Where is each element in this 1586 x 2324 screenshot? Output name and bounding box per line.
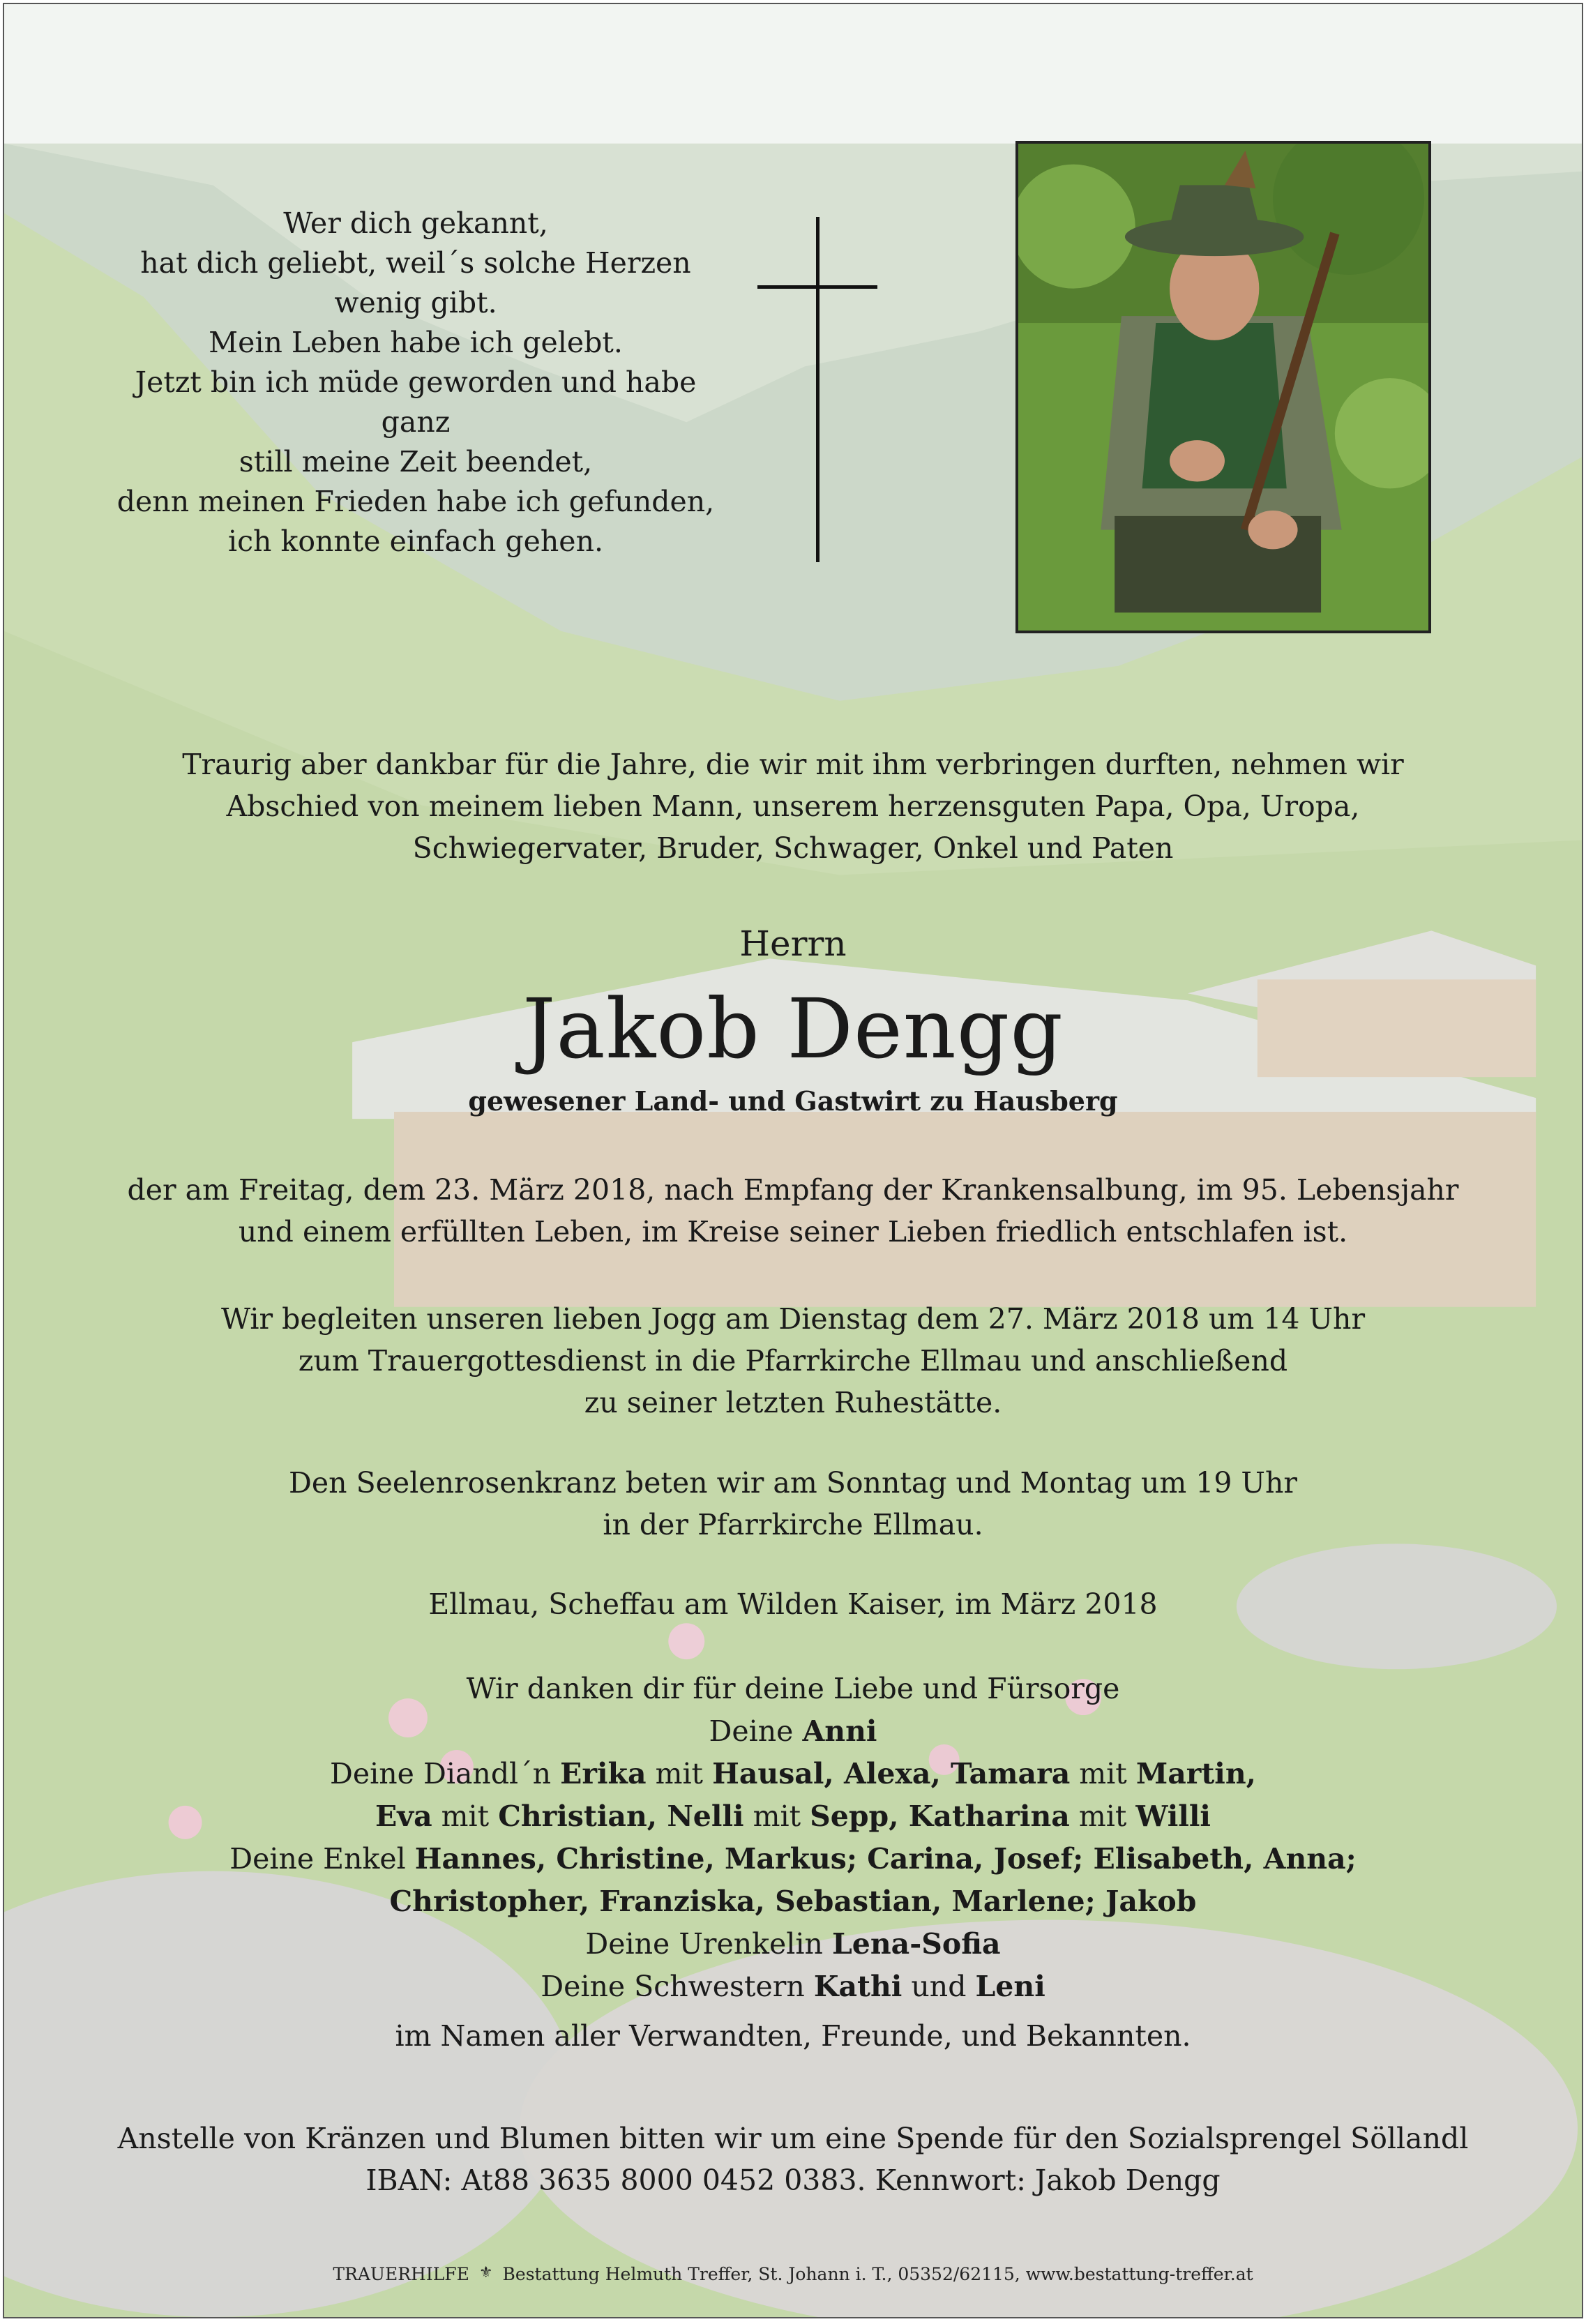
deceased-name: Jakob Dengg (522, 981, 1064, 1077)
rosary-notice (4, 1462, 1582, 1546)
salutation: Herrn (739, 923, 847, 964)
death-notice (4, 1169, 1582, 1253)
poem-line: wenig gibt. (334, 286, 497, 319)
donation-notice (4, 2118, 1582, 2201)
place-date: Ellmau, Scheffau am Wilden Kaiser, im März 2018 (428, 1587, 1158, 1621)
daughters-line: Eva mit Christian, Nelli mit Sepp, Katharina mit Willi (375, 1799, 1211, 1833)
poem-line: denn meinen Frieden habe ich gefunden, (116, 485, 715, 518)
mourners-list (4, 1668, 1582, 2058)
poem-line: hat dich geliebt, weil´s solche Herzen (140, 246, 691, 280)
cross-icon (757, 217, 883, 566)
footer-details: Bestattung Helmuth Treffer, St. Johann i. T., 05352/62115, www.bestattung-treffer.at (502, 2264, 1253, 2284)
intro-line: Traurig aber dankbar für die Jahre, die wir mit ihm verbringen durften, nehmen wir (182, 748, 1404, 781)
poem-line: ich konnte einfach gehen. (227, 525, 604, 558)
funeral-line: Wir begleiten unseren lieben Jogg am Dienstag dem 27. März 2018 um 14 Uhr (220, 1302, 1366, 1336)
intro-line: Schwiegervater, Bruder, Schwager, Onkel und Paten (412, 831, 1174, 865)
footer-brand: TRAUERHILFE (333, 2264, 469, 2284)
poem-line: Wer dich gekannt, (283, 206, 548, 240)
funeral-home-footer (4, 2264, 1582, 2284)
funeral-home-logo-icon: ⚜ (478, 2264, 493, 2281)
funeral-line: zum Trauergottesdienst in die Pfarrkirche Ellmau und anschließend (298, 1344, 1288, 1378)
funeral-line: zu seiner letzten Ruhestätte. (584, 1386, 1002, 1419)
grandchildren-line: Christopher, Franziska, Sebastian, Marlene; Jakob (389, 1885, 1197, 1918)
death-line: und einem erfüllten Leben, im Kreise seiner Lieben friedlich entschlafen ist. (238, 1215, 1348, 1248)
daughters-line: Deine Diandl´n Erika mit Hausal, Alexa, Tamara mit Martin, (330, 1757, 1256, 1790)
funeral-notice (4, 1298, 1582, 1424)
poem-line: Jetzt bin ich müde geworden und habe ganz (135, 365, 697, 439)
poem-line: Mein Leben habe ich gelebt. (209, 326, 623, 359)
intro-line: Abschied von meinem lieben Mann, unserem herzensguten Papa, Opa, Uropa, (226, 790, 1360, 823)
death-line: der am Freitag, dem 23. März 2018, nach Empfang der Krankensalbung, im 95. Lebensjahr (127, 1173, 1459, 1207)
rosary-line: in der Pfarrkirche Ellmau. (603, 1508, 983, 1541)
sisters-line: Deine Schwestern Kathi und Leni (541, 1970, 1045, 2003)
great-grandchild-line: Deine Urenkelin Lena-Sofia (585, 1927, 1001, 1961)
memorial-poem (109, 204, 723, 561)
portrait-photo (1015, 141, 1431, 633)
closing-line: im Namen aller Verwandten, Freunde, und Bekannten. (395, 2019, 1191, 2053)
donation-line: Anstelle von Kränzen und Blumen bitten wir um eine Spende für den Sozialsprengel Söllandl (117, 2122, 1469, 2155)
wife-line: Deine Anni (709, 1714, 877, 1748)
occupation: gewesener Land- und Gastwirt zu Hausberg (468, 1085, 1118, 1117)
thanks-line: Wir danken dir für deine Liebe und Fürsorge (466, 1672, 1120, 1705)
obituary-page (3, 3, 1583, 2318)
poem-line: still meine Zeit beendet, (239, 445, 593, 478)
iban-line: IBAN: At88 3635 8000 0452 0383. Kennwort: Jakob Dengg (365, 2164, 1221, 2197)
intro-text (4, 744, 1582, 869)
rosary-line: Den Seelenrosenkranz beten wir am Sonntag und Montag um 19 Uhr (289, 1466, 1297, 1500)
grandchildren-line: Deine Enkel Hannes, Christine, Markus; Carina, Josef; Elisabeth, Anna; (229, 1842, 1357, 1876)
